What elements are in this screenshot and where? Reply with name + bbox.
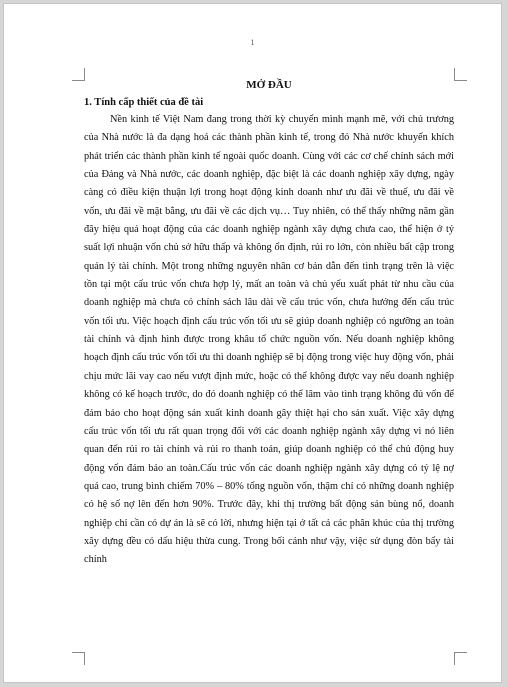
page-content bbox=[84, 78, 454, 661]
document-page bbox=[3, 3, 502, 683]
crop-mark-bottom-right bbox=[454, 652, 467, 665]
document-title: MỞ ĐẦU bbox=[246, 79, 292, 91]
crop-mark-top-right bbox=[454, 68, 467, 81]
section-heading: 1. Tính cấp thiết của đề tài bbox=[84, 97, 204, 108]
body-paragraph: Nền kinh tế Việt Nam đang trong thời kỳ chuyển mình mạnh mẽ, với chủ trương của Nhà nước là đa dạng hoá các thành phần kinh tế, trong đó Nhà nước khuyến khích phát triển các thành phần kinh tế ngoài quốc doanh. Cùng với các cơ chế chính sách mới của Đảng và Nhà nước, các doanh nghiệp, đặc biệt là các doanh nghiệp xây dựng, ngày càng có điều kiện thuận lợi trong hoạt động kinh doanh như ưu đãi về thuế, ưu đãi về vốn, ưu đãi về mặt bằng, ưu đãi về các dịch vụ… Tuy nhiên, có thể thấy những năm gần đây hiệu quả hoạt động của các doanh nghiệp ngành xây dựng chưa cao, thể hiện ở tỷ suất lợi nhuận vốn chủ sở hữu thấp và không ổn định, rủi ro lớn, còn nhiều bất cập trong quản lý tài chính. Một trong những nguyên nhân cơ bản dẫn đến tình trạng trên là việc tồn tại một cấu trúc vốn chưa hợp lý, mất an toàn và chủ yếu xuất phát từ nhu cầu của doanh nghiệp mà chưa có chính sách lâu dài về cấu trúc vốn, chưa hướng đến cấu trúc vốn tối ưu. Việc hoạch định cấu trúc vốn tối ưu sẽ giúp doanh nghiệp có ngưỡng an toàn tài chính và định hình được trong khâu tổ chức nguồn vốn. Nếu doanh nghiệp không hoạch định cấu trúc vốn tối ưu thì doanh nghiệp sẽ bị động trong việc huy động vốn, phải chịu mức lãi vay cao nếu vượt định mức, hoặc có thể không được vay nếu doanh nghiệp không có kế hoạch trước, do đó doanh nghiệp có thể lâm vào tình trạng không đủ vốn để đảm bảo cho hoạt động sản xuất kinh doanh gây thiệt hại cho sản xuất. Việc xây dựng cấu trúc vốn tối ưu rất quan trọng đối với các doanh nghiệp ngành xây dựng vì nó liên quan đến rủi ro tài chính và rủi ro thanh toán, giúp doanh nghiệp có thể chủ động huy động vốn đảm bảo an toàn.Cấu trúc vốn các doanh nghiệp ngành xây dựng có tỷ lệ nợ quá cao, trung bình chiếm 70% – 80% tổng nguồn vốn, thậm chí có những doanh nghiệp có hệ số nợ lên đến hơn 90%. Trước đây, khi thị trường bất động sản bùng nổ, doanh nghiệp chỉ cần có dự án là sẽ có lời, nhưng hiện tại ở tất cả các phân khúc của thị trường xây dựng đều có dấu hiệu thừa cung. Trong bối cảnh như vậy, việc sử dụng đòn bẩy tài chính bbox=[84, 114, 454, 566]
page-number: 1 bbox=[250, 38, 255, 47]
